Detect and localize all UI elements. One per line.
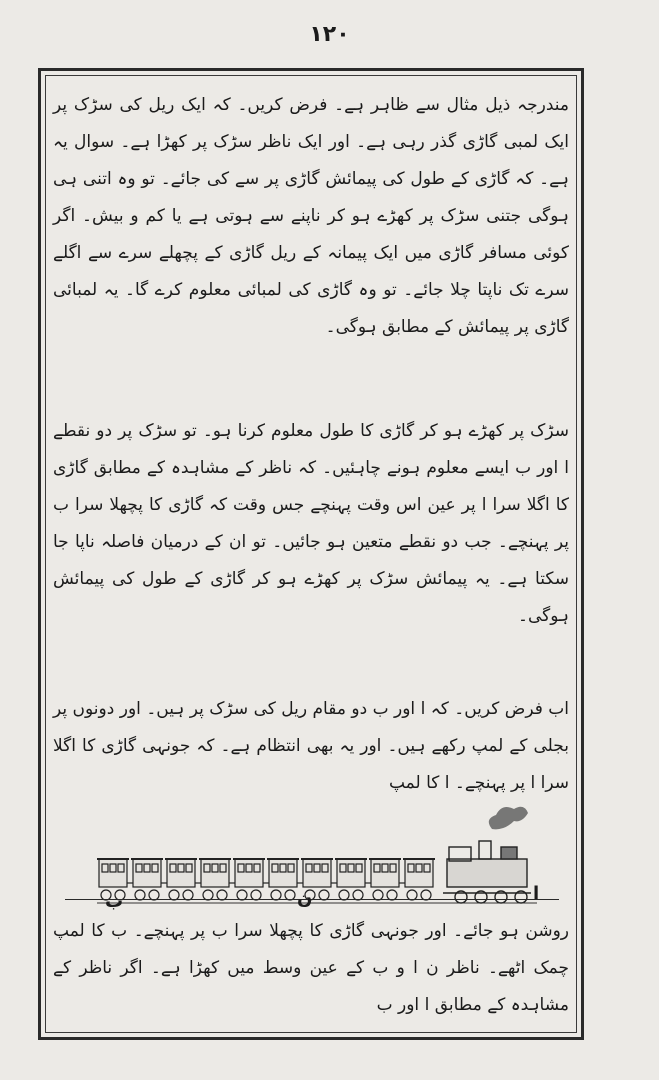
smoke-plume — [489, 807, 528, 830]
paragraph-4: روشن ہو جائے۔ اور جونہی گاڑی کا پچھلا سرا ب پر پہنچے۔ ب کا لمپ چمک اٹھے۔ ناظر ن ا و ب کے عین وسط میں کھڑا ہے۔ اگر ناظر کے مشاہدہ کے مطابق ا اور ب — [53, 921, 569, 1015]
train-car — [365, 859, 401, 900]
train-car — [399, 859, 435, 900]
paragraph-2: سڑک پر کھڑے ہو کر گاڑی کا طول معلوم کرنا ہو۔ تو سڑک پر دو نقطے ا اور ب ایسے معلوم ہونے چاہئیں۔ کہ ناظر کے مشاہدہ کے مطابق گاڑی کا اگلا سرا ا پر عین اس وقت پہنچے جس وقت کہ گاڑی کا پچھلا سرا ب پر پہنچے۔ جب دو نقطے متعین ہو جائیں۔ تو ان کے درمیان فاصلہ ناپا جا سکتا ہے۔ یہ پیمائش سڑک پر کھڑے ہو کر گاڑی کے طول کی پیمائش ہوگی۔ — [53, 421, 569, 626]
train-car — [97, 859, 129, 900]
point-b-label: ب — [105, 891, 124, 912]
train-car — [127, 859, 163, 900]
locomotive — [443, 841, 531, 903]
train-car — [297, 859, 333, 900]
train-car — [195, 859, 231, 900]
point-n-label: ن — [297, 888, 313, 909]
page-frame — [38, 68, 584, 1040]
train-car — [331, 859, 367, 900]
point-a-label: ا — [533, 883, 540, 904]
train-illustration — [97, 797, 540, 927]
train-car — [229, 859, 265, 900]
train-car — [161, 859, 197, 900]
train-car — [263, 859, 299, 900]
train-cars — [97, 859, 435, 900]
paragraph-1: مندرجہ ذیل مثال سے ظاہر ہے۔ فرض کریں۔ کہ ایک ریل کی سڑک پر ایک لمبی گاڑی گذر رہی ہے۔ اور ایک ناظر سڑک پر کھڑا ہے۔ سوال یہ ہے۔ کہ گاڑی کے طول کی پیمائش گاڑی پر سے کی جائے۔ تو وہ اتنی ہی ہوگی جتنی سڑک پر کھڑے ہو کر ناپنے سے ہوتی ہے یا کم و بیش۔ اگر کوئی مسافر گاڑی میں ایک پیمانہ کے ریل گاڑی کے پچھلے سرے سے اگلے سرے تک ناپتا چلا جائے۔ تو وہ گاڑی کی لمبائی معلوم کرے گا۔ یہ لمبائی گاڑی پر پیمائش کے مطابق ہوگی۔ — [53, 95, 569, 337]
track-line — [65, 899, 559, 900]
page-number: ۱۲۰ — [309, 22, 350, 47]
paragraph-3: اب فرض کریں۔ کہ ا اور ب دو مقام ریل کی سڑک پر ہیں۔ اور دونوں پر بجلی کے لمپ رکھے ہیں۔ اور یہ بھی انتظام ہے۔ کہ جونہی گاڑی کا اگلا سرا ا پر پہنچے۔ ا کا لمپ — [53, 699, 569, 793]
